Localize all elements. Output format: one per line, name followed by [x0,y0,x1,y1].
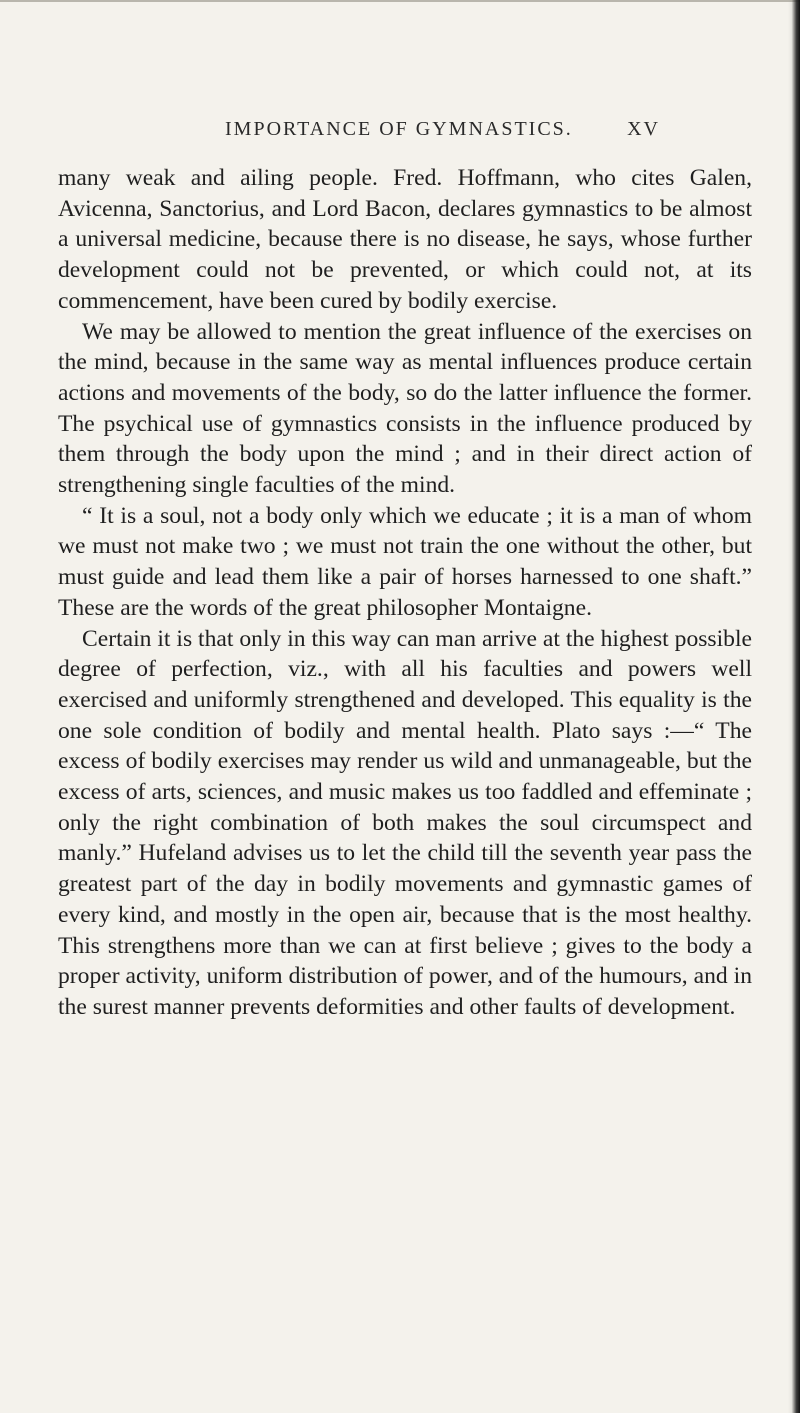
paragraph-4: Certain it is that only in this way can man arrive at the highest possible degree of perfection, viz., with all his faculties and powers well exercised and uniformly strengthened and developed. This equality is the one sole condition of bodily and mental health. Plato says :—“ The excess of bodily exercises may render us wild and unmanageable, but the excess of arts, sciences, and music makes us too faddled and effeminate ; only the right combination of both makes the soul circumspect and manly.” Hufeland advises us to let the child till the seventh year pass the greatest part of the day in bodily movements and gymnastic games of every kind, and mostly in the open air, because that is the most healthy. This strengthens more than we can at first believe ; gives to the body a proper activity, uniform distribution of power, and of the humours, and in the surest manner prevents deformities and other faults of development. [58,625,752,1020]
paragraph-2: We may be allowed to mention the great influence of the exercises on the mind, because in the same way as mental influences produce certain actions and movements of the body, so do the latter influence the former. The psychical use of gymnastics consists in the influence produced by them through the body upon the mind ; and in their direct action of strengthening single faculties of the mind. [58,318,752,499]
running-title: IMPORTANCE OF GYMNASTICS. [225,118,573,140]
page-top-edge [0,0,800,2]
book-spine-shadow [788,0,800,1413]
page-number: XV [627,118,660,140]
running-head [225,118,660,146]
paragraph-1: many weak and ailing people. Fred. Hoffmann, who cites Galen, Avicenna, Sanctorius, and Lord Bacon, declares gymnastics to be almost a universal medicine, because there is no disease, he says, whose further development could not be prevented, or which could not, at its commencement, have been cured by bodily exercise. [58,165,752,314]
paragraph-3: “ It is a soul, not a body only which we educate ; it is a man of whom we must not make two ; we must not train the one without the other, but must guide and lead them like a pair of horses harnessed to one shaft.” These are the words of the great philosopher Montaigne. [58,502,752,621]
body-text [58,163,752,1023]
